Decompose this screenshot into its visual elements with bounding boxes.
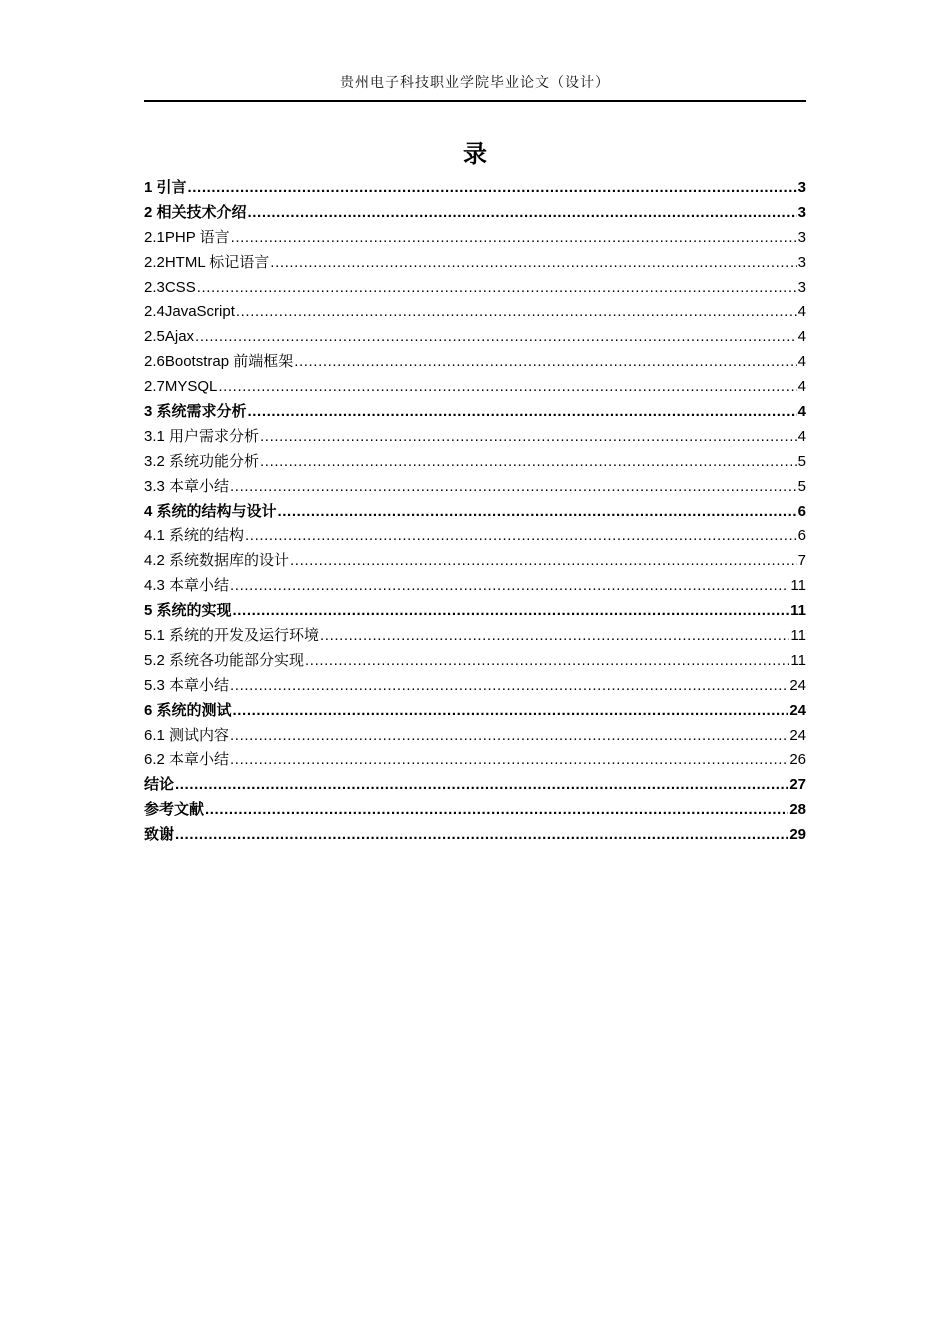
- toc-entry-page-number: 3: [797, 278, 806, 296]
- toc-entry[interactable]: [144, 549, 806, 574]
- toc-entry-label: 1 引言: [144, 179, 187, 196]
- toc-entry[interactable]: [144, 823, 806, 848]
- toc-entry[interactable]: [144, 524, 806, 549]
- toc-entry-label: 2 相关技术介绍: [144, 203, 247, 221]
- toc-entry-page-number: 5: [797, 452, 806, 470]
- toc-entry-label: 2.5Ajax: [144, 328, 195, 346]
- toc-entry-page-number: 3: [797, 179, 806, 196]
- toc-entry-page-number: 11: [790, 577, 806, 595]
- toc-entry[interactable]: [144, 450, 806, 475]
- toc-dot-leader: [205, 798, 788, 823]
- toc-entry[interactable]: [144, 773, 806, 798]
- toc-dot-leader: [233, 699, 789, 724]
- toc-entry-label: 5.1 系统的开发及运行环境: [144, 627, 320, 645]
- toc-entry-label: 2.1PHP 语言: [144, 228, 230, 246]
- toc-entry-label: 2.7MYSQL: [144, 378, 218, 396]
- toc-entry[interactable]: [144, 350, 806, 375]
- toc-entry[interactable]: [144, 176, 806, 201]
- toc-entry-label: 3.3 本章小结: [144, 477, 230, 495]
- toc-entry-page-number: 4: [797, 427, 806, 445]
- toc-entry[interactable]: [144, 748, 806, 773]
- toc-entry[interactable]: [144, 699, 806, 724]
- toc-entry-label: 结论: [144, 776, 175, 794]
- toc-entry[interactable]: [144, 724, 806, 749]
- toc-entry-page-number: 24: [789, 701, 806, 719]
- toc-dot-leader: [197, 276, 797, 301]
- toc-entry-label: 5.3 本章小结: [144, 676, 230, 694]
- toc-dot-leader: [236, 300, 797, 325]
- toc-entry[interactable]: [144, 475, 806, 500]
- toc-entry-label: 3 系统需求分析: [144, 403, 247, 421]
- toc-entry[interactable]: [144, 624, 806, 649]
- toc-dot-leader: [233, 599, 790, 624]
- toc-entry-page-number: 26: [789, 751, 806, 769]
- toc-entry-page-number: 4: [797, 403, 806, 421]
- toc-entry-page-number: 29: [789, 826, 806, 844]
- toc-entry-label: 4.2 系统数据库的设计: [144, 552, 290, 570]
- toc-entry-label: 5.2 系统各功能部分实现: [144, 651, 305, 669]
- toc-dot-leader: [270, 251, 796, 276]
- toc-entry-page-number: 3: [797, 228, 806, 246]
- toc-dot-leader: [260, 425, 797, 450]
- toc-dot-leader: [294, 350, 796, 375]
- toc-entry[interactable]: [144, 425, 806, 450]
- toc-entry-page-number: 3: [797, 253, 806, 271]
- toc-title: 录: [463, 140, 487, 168]
- toc-entry-page-number: 24: [789, 726, 806, 744]
- toc-entry[interactable]: [144, 649, 806, 674]
- toc-entry-label: 2.2HTML 标记语言: [144, 253, 270, 271]
- toc-dot-leader: [290, 549, 797, 574]
- toc-dot-leader: [278, 500, 797, 525]
- table-of-contents: [144, 176, 806, 848]
- toc-entry-page-number: 7: [797, 552, 806, 570]
- toc-dot-leader: [231, 226, 797, 251]
- toc-entry-label: 致谢: [144, 826, 175, 844]
- header-rule: [144, 100, 806, 102]
- toc-entry-page-number: 28: [789, 801, 806, 819]
- toc-entry-label: 4 系统的结构与设计: [144, 502, 277, 520]
- toc-entry-page-number: 24: [789, 676, 806, 694]
- toc-entry[interactable]: [144, 276, 806, 301]
- toc-dot-leader: [230, 475, 797, 500]
- toc-dot-leader: [230, 748, 788, 773]
- toc-entry[interactable]: [144, 251, 806, 276]
- toc-entry-label: 2.3CSS: [144, 278, 196, 296]
- toc-entry[interactable]: [144, 674, 806, 699]
- toc-entry[interactable]: [144, 300, 806, 325]
- toc-entry-page-number: 4: [797, 328, 806, 346]
- toc-dot-leader: [248, 400, 797, 425]
- toc-entry-page-number: 6: [797, 502, 806, 520]
- toc-entry-page-number: 11: [790, 627, 806, 645]
- toc-entry[interactable]: [144, 201, 806, 226]
- toc-entry-page-number: 4: [797, 303, 806, 321]
- toc-entry-label: 4.1 系统的结构: [144, 527, 245, 545]
- toc-entry-page-number: 6: [797, 527, 806, 545]
- toc-dot-leader: [175, 823, 788, 848]
- toc-entry-page-number: 4: [797, 378, 806, 396]
- toc-dot-leader: [230, 574, 789, 599]
- toc-entry-label: 4.3 本章小结: [144, 577, 230, 595]
- toc-entry[interactable]: [144, 599, 806, 624]
- toc-entry[interactable]: [144, 500, 806, 525]
- toc-entry-label: 2.6Bootstrap 前端框架: [144, 353, 294, 371]
- toc-entry-label: 3.1 用户需求分析: [144, 427, 260, 445]
- toc-dot-leader: [260, 450, 797, 475]
- toc-dot-leader: [305, 649, 789, 674]
- toc-dot-leader: [230, 724, 788, 749]
- toc-dot-leader: [245, 524, 797, 549]
- toc-entry-label: 参考文献: [144, 801, 205, 819]
- toc-entry[interactable]: [144, 325, 806, 350]
- toc-entry[interactable]: [144, 798, 806, 823]
- toc-entry[interactable]: [144, 375, 806, 400]
- toc-dot-leader: [175, 773, 788, 798]
- toc-entry-page-number: 11: [790, 651, 806, 669]
- running-header: 贵州电子科技职业学院毕业论文（设计）: [340, 75, 610, 91]
- toc-entry-label: 6 系统的测试: [144, 701, 232, 719]
- toc-entry-page-number: 11: [790, 602, 806, 620]
- toc-dot-leader: [195, 325, 797, 350]
- toc-entry-label: 6.1 测试内容: [144, 726, 230, 744]
- toc-entry-label: 5 系统的实现: [144, 602, 232, 620]
- toc-entry-label: 2.4JavaScript: [144, 303, 235, 321]
- toc-entry[interactable]: [144, 400, 806, 425]
- toc-entry-label: 3.2 系统功能分析: [144, 452, 260, 470]
- toc-dot-leader: [188, 176, 797, 201]
- toc-dot-leader: [248, 201, 797, 226]
- toc-entry-page-number: 27: [789, 776, 806, 794]
- toc-dot-leader: [230, 674, 788, 699]
- toc-entry[interactable]: [144, 574, 806, 599]
- toc-entry-page-number: 5: [797, 477, 806, 495]
- toc-entry-page-number: 4: [797, 353, 806, 371]
- toc-entry-page-number: 3: [797, 203, 806, 221]
- toc-entry[interactable]: [144, 226, 806, 251]
- toc-dot-leader: [320, 624, 789, 649]
- toc-entry-label: 6.2 本章小结: [144, 751, 230, 769]
- toc-dot-leader: [218, 375, 796, 400]
